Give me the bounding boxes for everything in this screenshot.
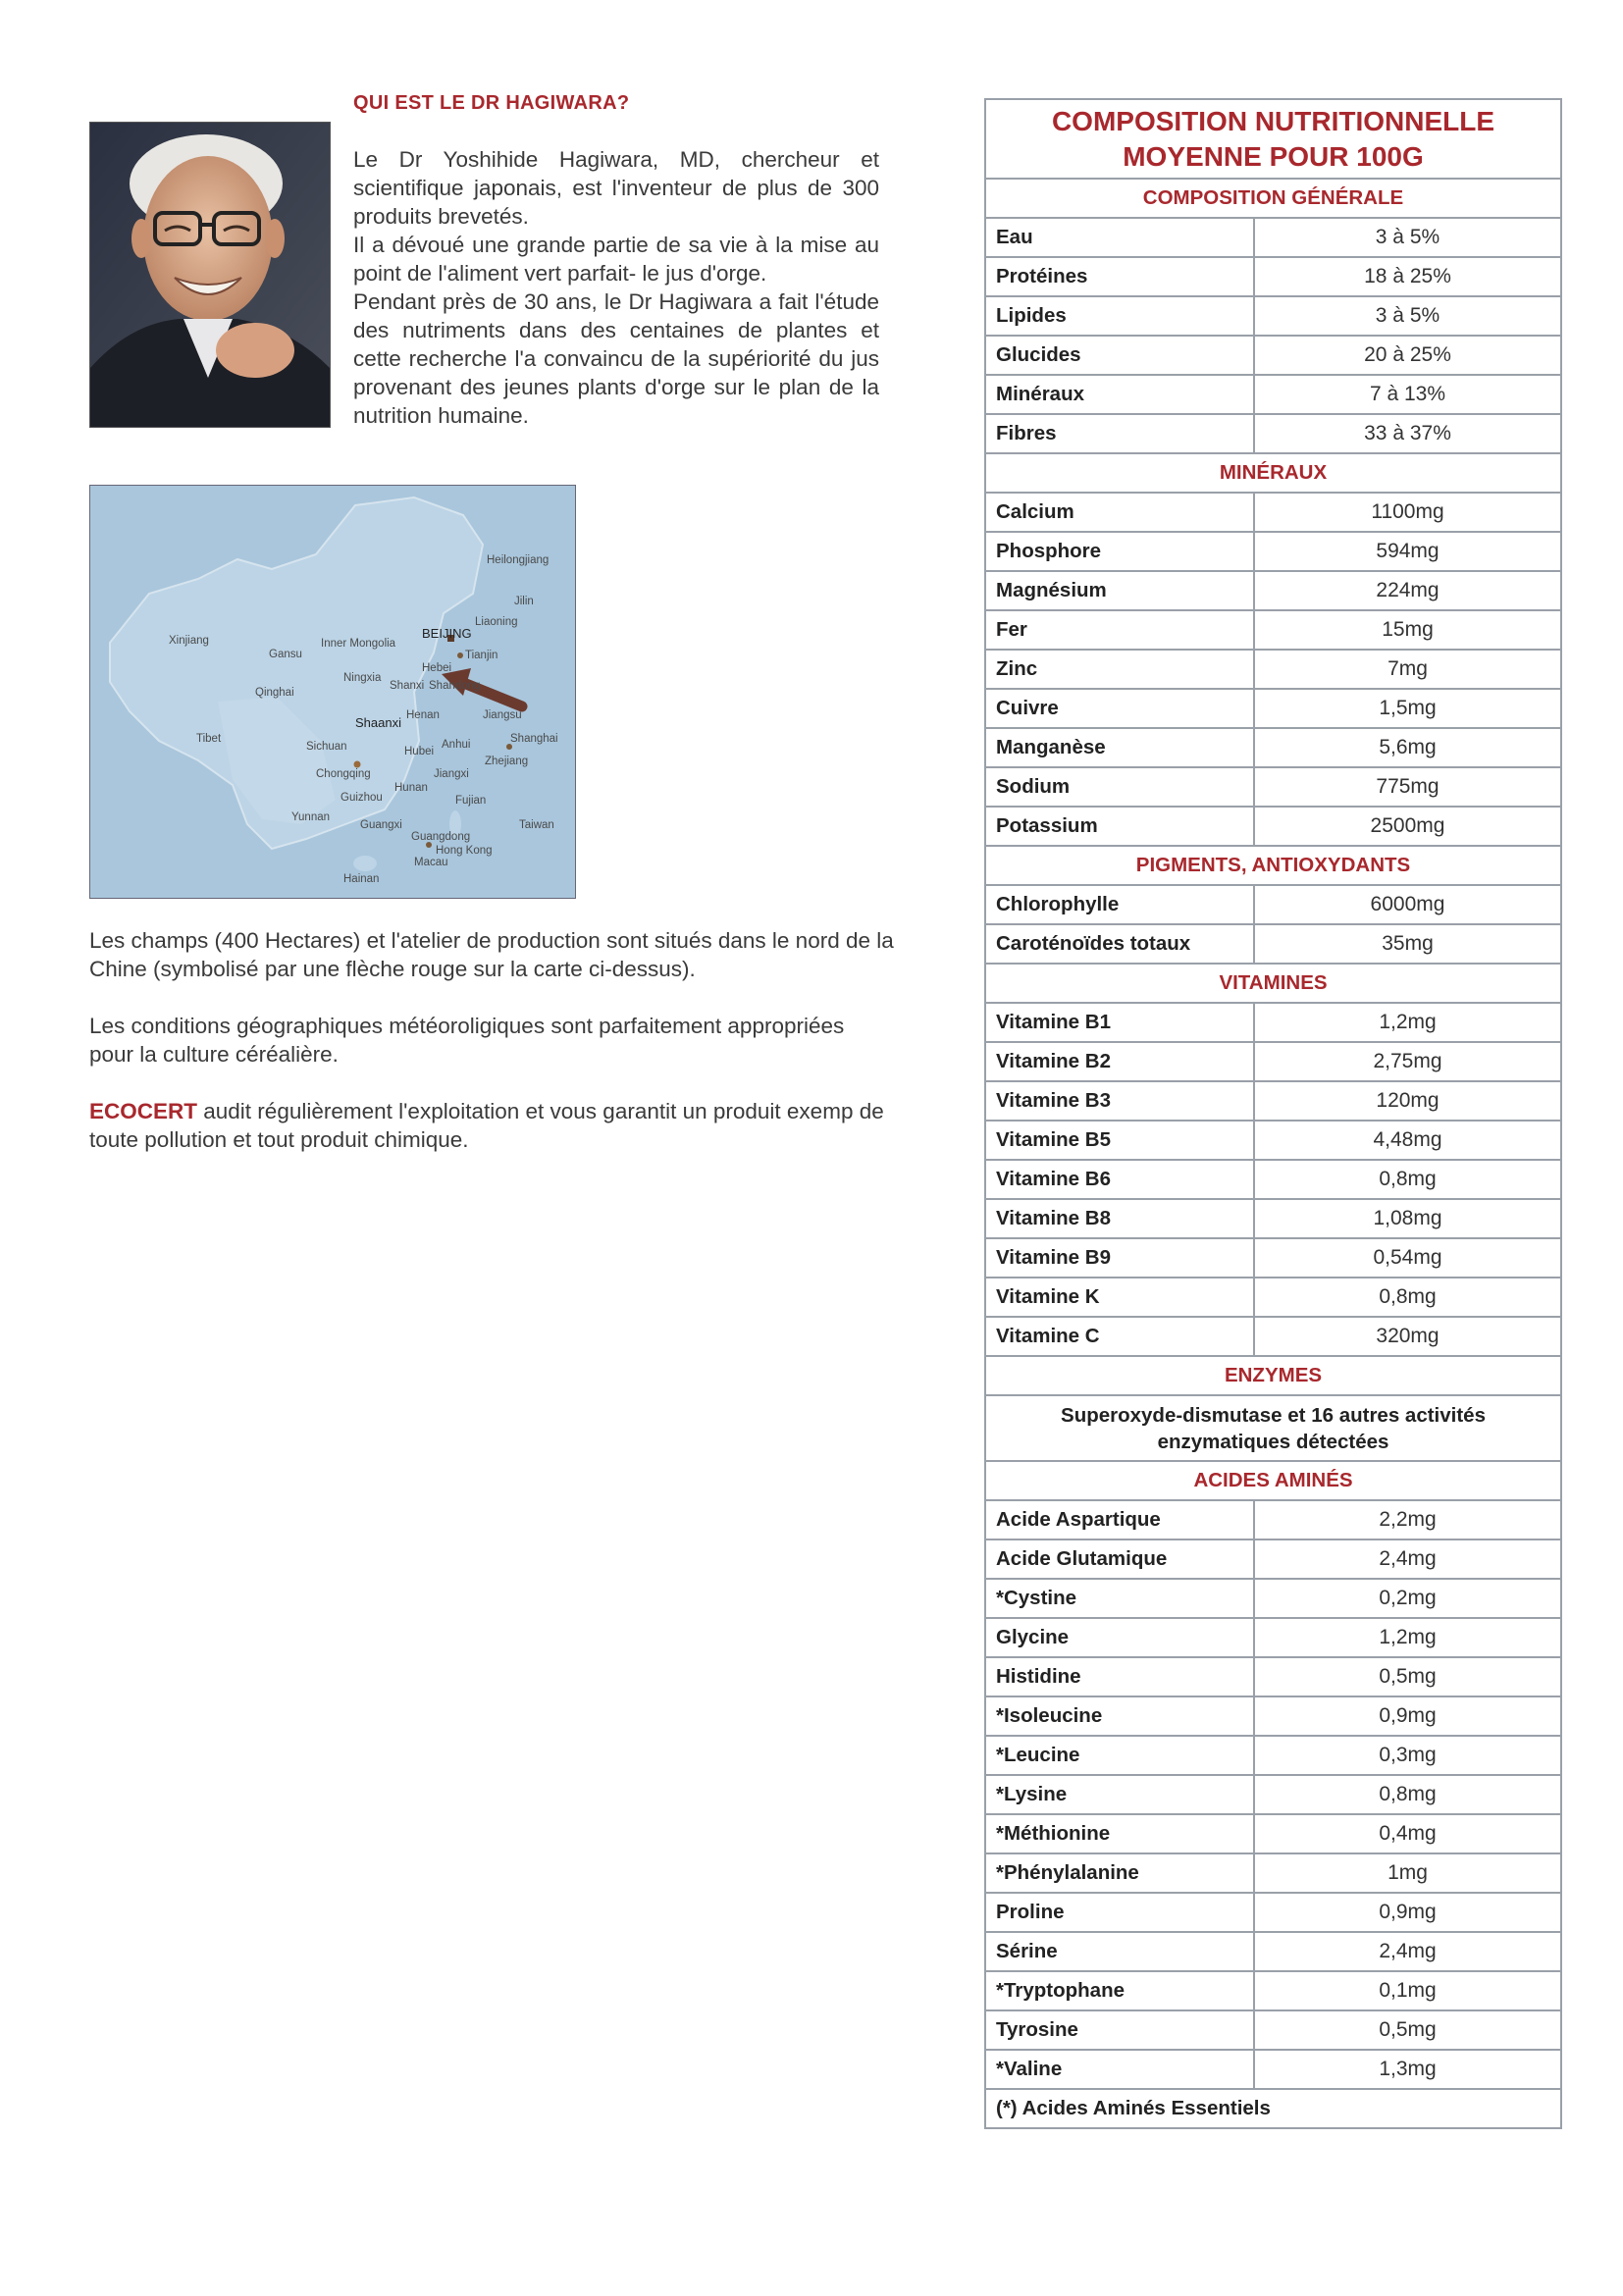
map-label: Macau (414, 857, 448, 868)
location-paragraph: Les conditions géographiques météoroligiques sont parfaitement appropriées pour la culture céréalière. (89, 1014, 845, 1067)
nutrient-name: Fer (986, 611, 1255, 649)
nutrition-table-title: COMPOSITION NUTRITIONNELLE MOYENNE POUR 100G (986, 100, 1560, 180)
map-label: BEIJING (422, 626, 472, 641)
nutrient-value: 15mg (1382, 618, 1434, 641)
nutrient-value: 0,8mg (1379, 1783, 1437, 1805)
map-label: Hong Kong (436, 845, 493, 857)
map-label: Anhui (442, 739, 471, 751)
table-row (986, 2051, 1560, 2090)
table-row (986, 1815, 1560, 1854)
nutrient-value: 0,5mg (1379, 2018, 1437, 2041)
nutrient-value: 0,3mg (1379, 1744, 1437, 1766)
nutrient-name: Cuivre (986, 690, 1255, 727)
table-row (986, 572, 1560, 611)
table-row (986, 2011, 1560, 2051)
location-text (89, 926, 894, 1182)
nutrient-value: 1mg (1387, 1861, 1428, 1884)
nutrient-value: 3 à 5% (1375, 304, 1440, 327)
nutrient-value: 7 à 13% (1369, 383, 1446, 405)
map-label: Hebei (422, 662, 452, 674)
nutrient-value: 0,5mg (1379, 1665, 1437, 1688)
nutrient-value: 1,2mg (1379, 1011, 1437, 1033)
map-label: Heilongjiang (487, 554, 550, 566)
table-row (986, 886, 1560, 925)
nutrient-value: 2500mg (1370, 814, 1445, 837)
map-label: Shaanxi (355, 715, 401, 730)
map-label: Gansu (269, 649, 302, 660)
nutrient-name: Fibres (986, 415, 1255, 452)
nutrient-value: 1,2mg (1379, 1626, 1437, 1648)
section-header: ENZYMES (986, 1357, 1560, 1396)
nutrient-value: 0,1mg (1379, 1979, 1437, 2002)
map-label: Guangdong (411, 831, 471, 843)
bio-text (353, 145, 879, 430)
nutrient-value: 1,3mg (1379, 2058, 1437, 2080)
location-paragraph: Les champs (400 Hectares) et l'atelier de production sont situés dans le nord de la Chine (symbolisé par une flèche rouge sur la carte ci-dessus). (89, 928, 894, 981)
table-row (986, 729, 1560, 768)
location-paragraph (89, 1097, 894, 1154)
nutrient-name: Vitamine B8 (986, 1200, 1255, 1237)
table-row (986, 1697, 1560, 1737)
nutrient-name: Acide Aspartique (986, 1501, 1255, 1539)
table-row (986, 1854, 1560, 1894)
china-map (89, 485, 576, 899)
nutrient-name: Glycine (986, 1619, 1255, 1656)
table-row (986, 925, 1560, 965)
table-row (986, 651, 1560, 690)
nutrition-table-footer: (*) Acides Aminés Essentiels (996, 2097, 1271, 2119)
section-header: COMPOSITION GÉNÉRALE (986, 180, 1560, 219)
nutrient-value: 3 à 5% (1375, 226, 1440, 248)
map-label: Qinghai (255, 687, 294, 699)
map-label: Chongqing (316, 768, 371, 780)
table-row (986, 1318, 1560, 1357)
section-header: VITAMINES (986, 965, 1560, 1004)
map-label: Henan (406, 709, 440, 721)
nutrient-name: Vitamine B1 (986, 1004, 1255, 1041)
nutrient-value: 1100mg (1371, 500, 1444, 523)
table-row (986, 1239, 1560, 1278)
nutrient-name: Vitamine B3 (986, 1082, 1255, 1120)
nutrient-value: 4,48mg (1373, 1128, 1442, 1151)
table-row (986, 297, 1560, 337)
table-row (986, 1122, 1560, 1161)
nutrient-value: 7mg (1387, 657, 1428, 680)
nutrient-name: Caroténoïdes totaux (986, 925, 1255, 963)
table-row (986, 337, 1560, 376)
map-label: Inner Mongolia (321, 638, 396, 650)
nutrient-name: Phosphore (986, 533, 1255, 570)
nutrient-value: 20 à 25% (1364, 343, 1451, 366)
nutrient-name: *Lysine (986, 1776, 1255, 1813)
table-row (986, 533, 1560, 572)
bio-paragraph: Le Dr Yoshihide Hagiwara, MD, chercheur et scientifique japonais, est l'inventeur de plus de 300 produits brevetés. (353, 147, 879, 229)
map-label: Hainan (343, 873, 380, 885)
nutrient-value: 2,4mg (1379, 1940, 1437, 1962)
nutrient-name: Vitamine C (986, 1318, 1255, 1355)
table-row (986, 1082, 1560, 1122)
nutrient-name: *Isoleucine (986, 1697, 1255, 1735)
nutrient-value: 0,8mg (1379, 1168, 1437, 1190)
table-row (986, 1278, 1560, 1318)
map-label: Jiangsu (483, 709, 522, 721)
table-row (986, 1540, 1560, 1580)
table-row (986, 1580, 1560, 1619)
nutrient-value: 1,5mg (1379, 697, 1437, 719)
table-row (986, 258, 1560, 297)
nutrient-name: Sodium (986, 768, 1255, 806)
table-row (986, 690, 1560, 729)
section-header: ACIDES AMINÉS (986, 1462, 1560, 1501)
map-label: Xinjiang (169, 635, 209, 647)
nutrient-value: 594mg (1376, 540, 1440, 562)
nutrient-name: Histidine (986, 1658, 1255, 1696)
nutrient-name: Vitamine K (986, 1278, 1255, 1316)
nutrient-name: Calcium (986, 494, 1255, 531)
portrait-photo (89, 122, 331, 428)
table-row (986, 808, 1560, 847)
table-row (986, 1161, 1560, 1200)
bio-paragraph: Pendant près de 30 ans, le Dr Hagiwara a fait l'étude des nutriments dans des centaines de plantes et cette recherche l'a convaincu de la supériorité du jus provenant des jeunes plants d'orge sur le plan de la nutrition humaine. (353, 289, 879, 428)
nutrient-value: 0,54mg (1373, 1246, 1442, 1269)
nutrient-name: *Tryptophane (986, 1972, 1255, 2009)
table-row (986, 611, 1560, 651)
map-label: Taiwan (519, 819, 554, 831)
table-row (986, 1658, 1560, 1697)
nutrient-value: 35mg (1382, 932, 1434, 955)
map-label: Guangxi (360, 819, 402, 831)
nutrient-name: *Valine (986, 2051, 1255, 2088)
nutrient-name: Protéines (986, 258, 1255, 295)
map-label: Hubei (404, 746, 435, 757)
table-row (986, 1501, 1560, 1540)
location-paragraph-text: audit régulièrement l'exploitation et vous garantit un produit exemp de toute pollution et tout produit chimique. (89, 1099, 884, 1152)
nutrient-name: Magnésium (986, 572, 1255, 609)
nutrient-name: Chlorophylle (986, 886, 1255, 923)
nutrient-name: Manganèse (986, 729, 1255, 766)
nutrient-name: Tyrosine (986, 2011, 1255, 2049)
nutrient-name: *Cystine (986, 1580, 1255, 1617)
nutrient-value: 0,9mg (1379, 1704, 1437, 1727)
table-row (986, 1004, 1560, 1043)
nutrient-value: 1,08mg (1373, 1207, 1442, 1229)
nutrient-value: 775mg (1376, 775, 1440, 798)
map-label: Yunnan (291, 811, 331, 823)
section-header: PIGMENTS, ANTIOXYDANTS (986, 847, 1560, 886)
map-label: Shanxi (390, 680, 425, 692)
map-label: Jiangxi (434, 768, 469, 780)
nutrient-value: 18 à 25% (1364, 265, 1451, 287)
nutrient-value: 6000mg (1370, 893, 1445, 915)
table-row (986, 376, 1560, 415)
ecocert-brand: ECOCERT (89, 1099, 198, 1123)
nutrient-name: Glucides (986, 337, 1255, 374)
nutrient-value: 33 à 37% (1364, 422, 1451, 444)
nutrient-name: Acide Glutamique (986, 1540, 1255, 1578)
bio-paragraph: Il a dévoué une grande partie de sa vie à la mise au point de l'aliment vert parfait- le jus d'orge. (353, 233, 879, 286)
nutrient-name: Eau (986, 219, 1255, 256)
map-label: Ningxia (343, 672, 382, 684)
nutrient-value: 0,4mg (1379, 1822, 1437, 1845)
map-label: Shanghai (510, 733, 558, 745)
table-row (986, 494, 1560, 533)
map-label: Liaoning (475, 616, 518, 628)
map-label: Guizhou (340, 792, 383, 804)
map-label: Zhejiang (485, 756, 529, 767)
nutrient-name: Sérine (986, 1933, 1255, 1970)
nutrient-name: *Leucine (986, 1737, 1255, 1774)
nutrient-value: 0,2mg (1379, 1587, 1437, 1609)
bio-heading: QUI EST LE DR HAGIWARA? (353, 92, 630, 114)
map-label: Tianjin (465, 650, 498, 661)
nutrient-name: Zinc (986, 651, 1255, 688)
nutrition-table (984, 98, 1562, 2129)
map-label: Tibet (196, 733, 222, 745)
nutrient-value: 224mg (1376, 579, 1440, 601)
nutrient-value: 5,6mg (1379, 736, 1437, 758)
nutrient-value: 120mg (1376, 1089, 1440, 1112)
table-row (986, 1737, 1560, 1776)
nutrient-value: 2,2mg (1379, 1508, 1437, 1531)
section-note: Superoxyde-dismutase et 16 autres activités enzymatiques détectées (986, 1396, 1560, 1462)
nutrient-value: 0,9mg (1379, 1901, 1437, 1923)
table-row (986, 415, 1560, 454)
table-row (986, 1933, 1560, 1972)
nutrient-name: Proline (986, 1894, 1255, 1931)
nutrient-name: Lipides (986, 297, 1255, 335)
nutrient-name: Potassium (986, 808, 1255, 845)
nutrient-name: Vitamine B2 (986, 1043, 1255, 1080)
table-row (986, 768, 1560, 808)
map-label: Fujian (455, 795, 487, 807)
nutrient-name: Vitamine B9 (986, 1239, 1255, 1277)
map-label: Hunan (394, 782, 428, 794)
nutrient-name: *Méthionine (986, 1815, 1255, 1852)
table-row (986, 1043, 1560, 1082)
nutrient-name: Vitamine B6 (986, 1161, 1255, 1198)
nutrient-value: 320mg (1376, 1325, 1440, 1347)
table-row (986, 1619, 1560, 1658)
table-row (986, 219, 1560, 258)
section-header: MINÉRAUX (986, 454, 1560, 494)
table-row (986, 1972, 1560, 2011)
nutrient-name: *Phénylalanine (986, 1854, 1255, 1892)
nutrient-name: Vitamine B5 (986, 1122, 1255, 1159)
map-label: Jilin (514, 596, 534, 607)
table-row (986, 1776, 1560, 1815)
nutrient-value: 0,8mg (1379, 1285, 1437, 1308)
nutrient-name: Minéraux (986, 376, 1255, 413)
table-row (986, 1894, 1560, 1933)
nutrient-value: 2,75mg (1373, 1050, 1442, 1072)
nutrient-value: 2,4mg (1379, 1547, 1437, 1570)
map-label: Sichuan (306, 741, 347, 753)
table-row (986, 1200, 1560, 1239)
nutrition-table-body (986, 180, 1560, 2090)
map-label: Shandong (429, 680, 481, 692)
